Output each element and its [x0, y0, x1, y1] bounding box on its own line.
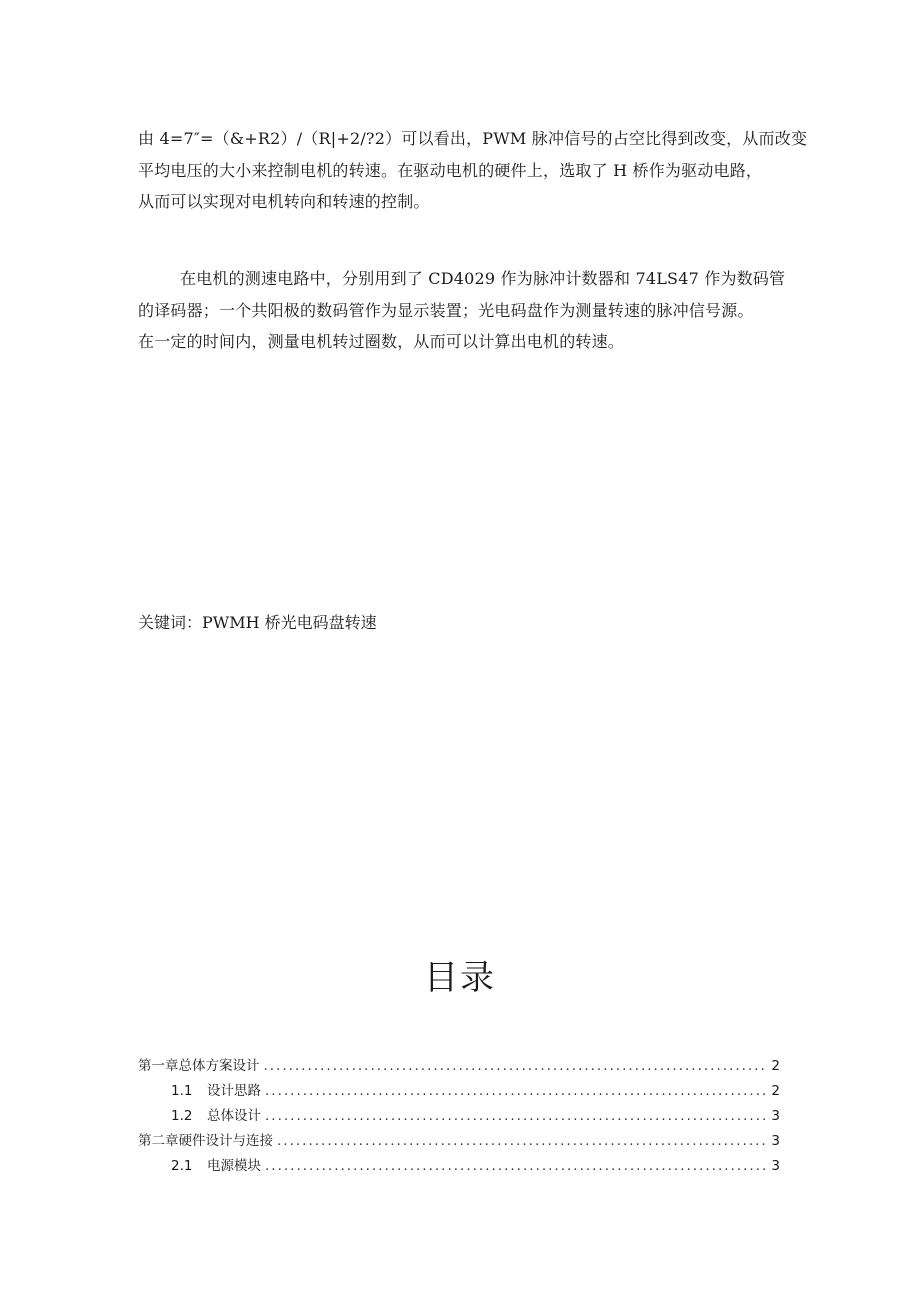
- body-paragraph-pwm: [138, 123, 808, 218]
- toc-entry-label: 电源模块: [207, 1158, 261, 1174]
- toc-section-number: 2.1: [171, 1158, 193, 1174]
- paragraph-line: 的译码器；一个共阳极的数码管作为显示装置；光电码盘作为测量转速的脉冲信号源。: [138, 300, 754, 320]
- toc-entry-label: 设计思路: [207, 1083, 261, 1099]
- paragraph-line: 由 4=7″=（&+R2）/（R|+2/?2）可以看出，PWM 脉冲信号的占空比得到改变，从而改变: [138, 129, 808, 148]
- toc-section-number: 1.2: [171, 1108, 193, 1124]
- paragraph-line: 平均电压的大小来控制电机的转速。在驱动电机的硬件上，选取了 H 桥作为驱动电路，: [138, 160, 763, 180]
- toc-entry-chapter-2[interactable]: [138, 1129, 780, 1154]
- body-paragraph-speed-measure: [138, 263, 798, 358]
- paragraph-line: 在一定的时间内，测量电机转过圈数，从而可以计算出电机的转速。: [138, 332, 625, 351]
- toc-leader-dots: [264, 1054, 768, 1079]
- toc-entry-1-1[interactable]: [138, 1079, 780, 1104]
- paragraph-line: 从而可以实现对电机转向和转速的控制。: [138, 192, 430, 211]
- toc-page-number: 3: [771, 1158, 780, 1174]
- toc-leader-dots: [265, 1079, 767, 1104]
- toc-leader-dots: [265, 1104, 767, 1129]
- toc-page-number: 3: [771, 1108, 780, 1124]
- toc-page-number: 2: [771, 1083, 780, 1099]
- toc-section-number: 1.1: [171, 1083, 193, 1099]
- paragraph-line: 在电机的测速电路中，分别用到了 CD4029 作为脉冲计数器和 74LS47 作为数码管: [180, 269, 786, 288]
- keywords-line: 关键词：PWMH 桥光电码盘转速: [138, 613, 377, 632]
- toc-leader-dots: [277, 1129, 767, 1154]
- toc-entry-label: 第二章硬件设计与连接: [138, 1133, 273, 1149]
- toc-entry-2-1[interactable]: [138, 1154, 780, 1179]
- toc-page-number: 2: [771, 1058, 780, 1074]
- table-of-contents: [138, 1054, 780, 1179]
- toc-leader-dots: [265, 1154, 767, 1179]
- toc-title: 目录: [424, 958, 496, 998]
- toc-entry-label: 第一章总体方案设计: [138, 1058, 260, 1074]
- toc-entry-label: 总体设计: [207, 1108, 261, 1124]
- toc-entry-1-2[interactable]: [138, 1104, 780, 1129]
- toc-entry-chapter-1[interactable]: [138, 1054, 780, 1079]
- toc-page-number: 3: [771, 1133, 780, 1149]
